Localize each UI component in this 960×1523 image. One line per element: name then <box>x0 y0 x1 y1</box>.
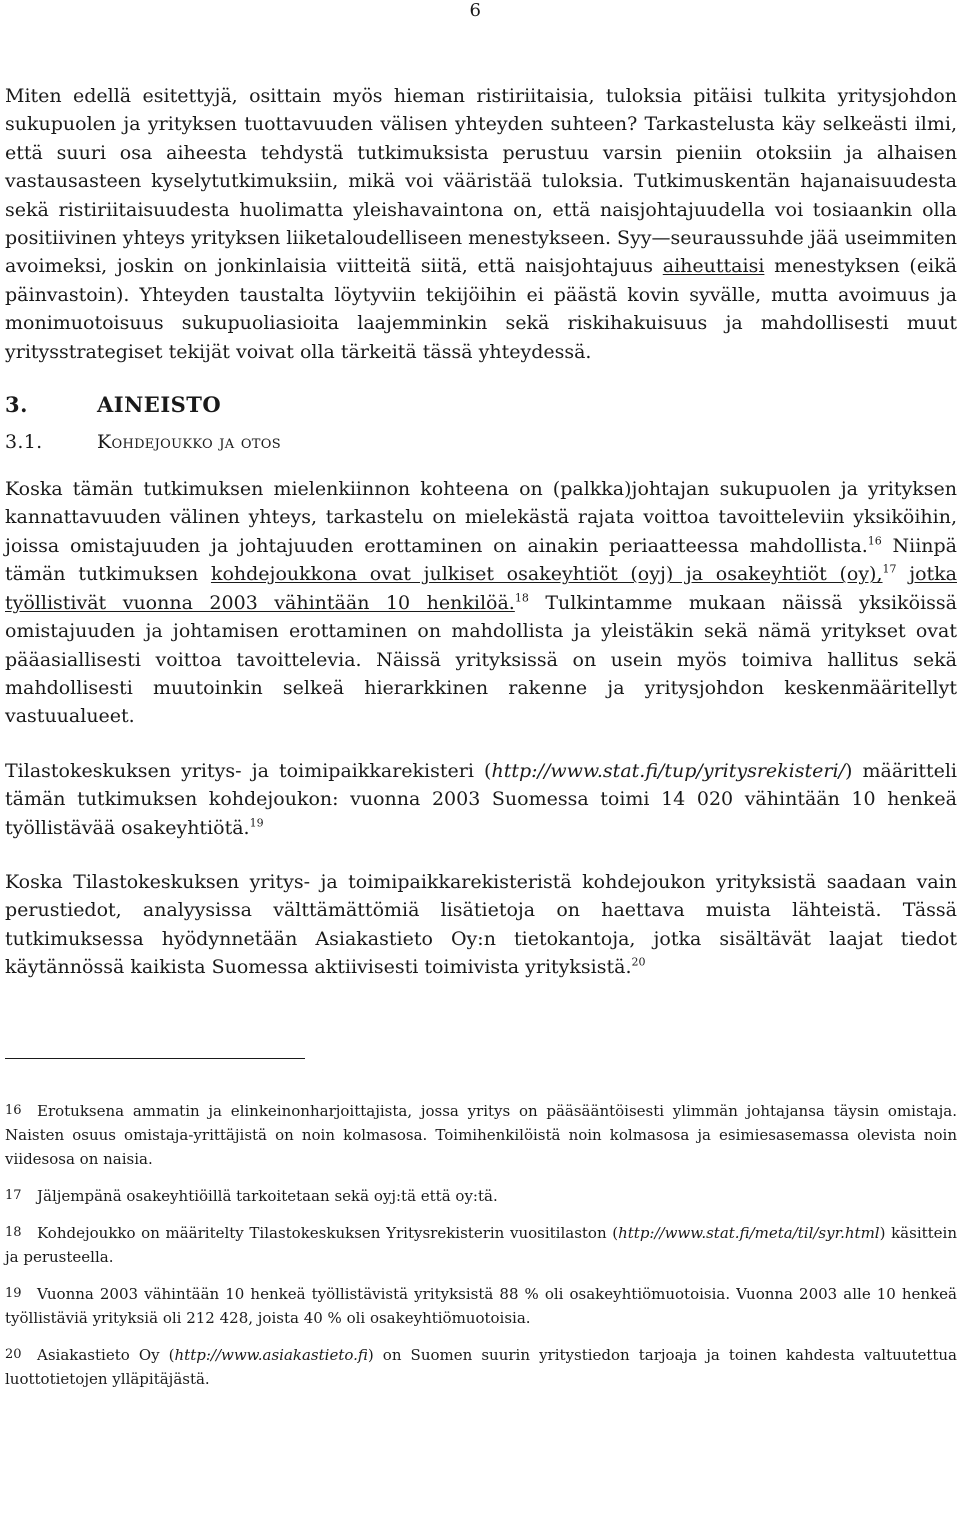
footnote-text: Kohdejoukko on määritelty Tilastokeskuksen Yritysrekisterin vuositilaston ( <box>37 1223 619 1242</box>
footnote-19 <box>5 1282 957 1330</box>
footnote-text: Asiakastieto Oy ( <box>37 1345 175 1364</box>
paragraph-registry <box>5 757 957 842</box>
paragraph-discussion <box>5 82 957 366</box>
footnote-number: 19 <box>5 1285 22 1301</box>
footnote-text: ) käsittein ja perusteella. <box>5 1223 958 1266</box>
asiakastieto-url-link[interactable]: http://www.asiakastieto.fi <box>174 1345 368 1364</box>
statistics-url-link[interactable]: http://www.stat.fi/meta/til/syr.html <box>618 1223 880 1242</box>
section-number: 3. <box>5 392 28 418</box>
registry-url-link[interactable]: http://www.stat.fi/tup/yritysrekisteri/ <box>491 759 845 782</box>
footnote-17 <box>5 1184 957 1208</box>
subsection-title: Kohdejoukko ja otos <box>97 431 281 454</box>
footnote-number: 17 <box>5 1187 22 1203</box>
text-run: Niinpä tämän tutkimuksen <box>5 534 958 586</box>
page-content <box>5 82 957 1404</box>
underlined-text: aiheuttaisi <box>662 255 765 278</box>
footnote-20 <box>5 1343 957 1391</box>
subsection-number: 3.1. <box>5 431 43 454</box>
footnote-ref[interactable]: 19 <box>249 816 264 830</box>
footnote-text: Erotuksena ammatin ja elinkeinonharjoittajista, jossa yritys on pääsääntöisesti ylimmän johtajansa täysin omistaja. Naisten osuus omistaja-yrittäjistä on noin kolmasosa. Toimihenkilöistä noin kolmasosa ja esimiesasemassa olevista noin viidesosa on naisia. <box>5 1101 957 1168</box>
footnote-ref[interactable]: 16 <box>867 534 882 548</box>
footnote-ref[interactable]: 18 <box>514 591 529 605</box>
underlined-text: jotka työllistivät vuonna 2003 vähintään 10 henkilöä. <box>5 563 957 614</box>
paragraph-data-sources <box>5 868 957 982</box>
subsection-heading <box>5 431 957 453</box>
text-run: Koska tämän tutkimuksen mielenkiinnon kohteena on (palkka)johtajan sukupuolen ja yrityksen kannattavuuden välinen yhteys, tarkastelu on mielekästä rajata voittoa tavoitteleviin yksiköihin, joissa omistajuuden ja johtajuuden erottaminen on ainakin periaatteessa mahdollista. <box>5 478 957 557</box>
text-run: Koska Tilastokeskuksen yritys- ja toimipaikkarekisteristä kohdejoukon yrityksistä saadaan vain perustiedot, analyysissa välttämättömiä lisätietoja on haettava muista lähteistä. Tässä tutkimuksessa hyödynnetään Asiakastieto Oy:n tietokantoja, jotka sisältävät laajat tiedot käytännössä kaikista Suomessa aktiivisesti toimivista yrityksistä. <box>5 870 957 979</box>
text-run: Tilastokeskuksen yritys- ja toimipaikkarekisteri ( <box>5 759 492 782</box>
footnote-18 <box>5 1221 957 1269</box>
footnote-text: Vuonna 2003 vähintään 10 henkeä työllistävistä yrityksistä 88 % oli osakeyhtiömuotoisia. Vuonna 2003 alle 10 henkeä työllistäviä yrityksiä oli 212 428, joista 40 % oli osakeyhtiömuotoisia. <box>5 1284 957 1327</box>
footnote-text: Jäljempänä osakeyhtiöillä tarkoitetaan sekä oyj:tä että oy:tä. <box>37 1186 498 1205</box>
footnote-ref[interactable]: 20 <box>631 955 646 969</box>
footnote-16 <box>5 1099 957 1171</box>
text-run: Tulkintamme mukaan näissä yksiköissä omistajuuden ja johtamisen erottaminen on mahdollista ja yleistäkin sekä nämä yritykset ovat pääasiallisesti voittoa tavoittelevia. Näissä yrityksissä on usein myös toimiva hallitus sekä mahdollisesti muutoinkin selkeä hierarkkinen rakenne ja yritysjohdon keskenmääritellyt vastuualueet. <box>5 591 957 728</box>
text-run: ) määritteli tämän tutkimuksen kohdejoukon: vuonna 2003 Suomessa toimi 14 020 vähintään 10 henkeä työllistävää osakeyhtiötä. <box>5 759 958 839</box>
section-heading <box>5 392 957 417</box>
text-run <box>897 563 910 585</box>
text-run: Miten edellä esitettyjä, osittain myös hieman ristiriitaisia, tuloksia pitäisi tulkita yritysjohdon sukupuolen ja yrityksen tuottavuuden välisen yhteyden suhteen? Tarkastelusta käy selkeästi ilmi, että suuri osa aiheesta tehdystä tutkimuksista perustuu varsin pieniin otoksiin ja alhaisen vastausasteen kyselytutkimuksiin, mikä voi vääristää tuloksia. Tutkimuskentän hajanaisuudesta sekä ristiriitaisuudesta huolimatta yleishavaintona on, että naisjohtajuudella voi tosiaankin olla positiivinen yhteys yrityksen liiketaloudelliseen menestykseen. Syy—seuraussuhde jää useimmiten avoimeksi, joskin on jonkinlaisia viitteitä siitä, että naisjohtajuus <box>5 85 957 278</box>
page-number: 6 <box>469 0 481 21</box>
text-run: menestyksen (eikä päinvastoin). Yhteyden taustalta löytyviin tekijöihin ei päästä kovin syvälle, mutta avoimuus ja monimuotoisuus sukupuoliasioita laajemminkin sekä riskihakuisuus ja mahdollisesti muut yritysstrategiset tekijät voivat olla tärkeitä tässä yhteydessä. <box>5 255 957 363</box>
footnote-number: 20 <box>5 1346 22 1362</box>
footnote-number: 16 <box>5 1102 22 1118</box>
footnote-text: ) on Suomen suurin yritystiedon tarjoaja ja toinen kahdesta valtuutettua luottotietojen ylläpitäjästä. <box>5 1345 957 1388</box>
paragraph-target-group <box>5 475 957 731</box>
footnote-separator <box>5 1058 305 1059</box>
footnote-number: 18 <box>5 1224 22 1240</box>
underlined-text: kohdejoukkona ovat julkiset osakeyhtiöt (oyj) ja osakeyhtiöt (oy), <box>210 563 883 586</box>
footnote-ref[interactable]: 17 <box>882 562 897 576</box>
section-title: AINEISTO <box>97 392 222 418</box>
